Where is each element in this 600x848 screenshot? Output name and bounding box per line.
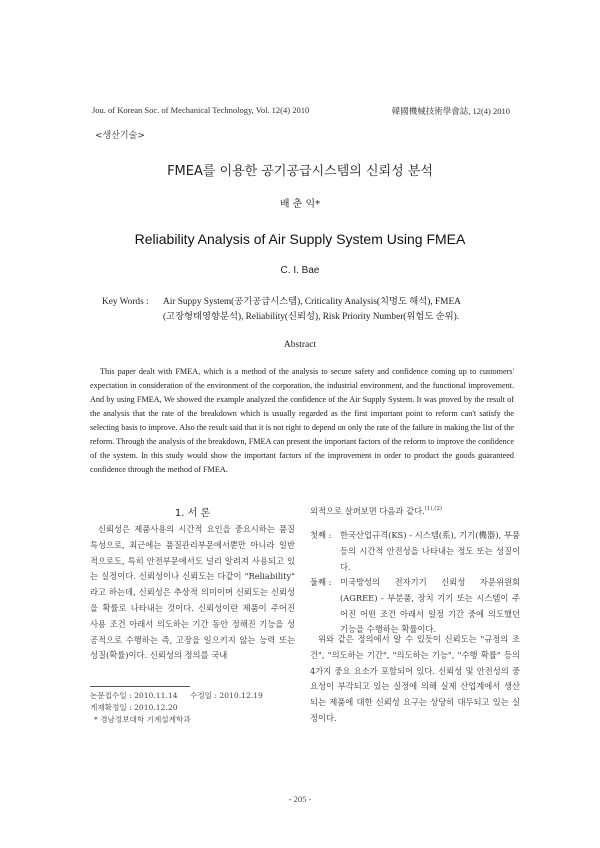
keywords-label: Key Words : xyxy=(102,297,149,307)
korean-title: FMEA를 이용한 공기공급시스템의 신뢰성 분석 xyxy=(167,164,433,179)
received-date: 논문접수일 : 2010.11.14 xyxy=(90,691,178,700)
english-author: C. I. Bae xyxy=(280,265,320,276)
accepted-date: 게재확정일 : 2010.12.20 xyxy=(90,703,178,712)
keywords-line-1: Air Suppy System(공기공급시스템), Criticality Analysis(치명도 해석), FMEA xyxy=(163,297,461,307)
revised-date: 수정일 : 2010.12.19 xyxy=(190,691,263,700)
definition-2-text: 미국방성의 전자기기 신뢰성 자문위원회(AGREE) - 부분품, 장치 기기 또는 시스템이 주어진 어떤 조건 아래서 일정 기간 중에 의도했던 기능을 수행하는 확률이다. xyxy=(340,577,520,635)
definition-1-text: 한국산업규격(KS) - 시스템(系), 기기(機器), 부품 등의 시간적 안전성을 나타내는 정도 또는 성질이다. xyxy=(340,530,520,572)
section-1-heading: 1. 서 론 xyxy=(174,508,211,519)
journal-header-left: Jou. of Korean Soc. of Mechanical Technology, Vol. 12(4) 2010 xyxy=(92,105,310,115)
citation-ref: (1),(2) xyxy=(424,506,443,513)
intro-left-paragraph: 신뢰성은 제품사용의 시간적 요인을 중요시하는 품질특성으로, 최근에는 품질관리부문에서뿐만 아니라 일반적으로도, 특히 안전부문에서도 널리 알려져 사용되고 있는 실정이다. 신뢰성이나 신뢰도는 다같이 "Reliability" 라고 하는데, 신뢰성은 추상적 의미이며 신뢰도는 신뢰성을 확률로 나타내는 것이다. 신뢰성이란 제품이 주어진 사용 조건 아래서 의도하는 기간 동안 정해진 기능을 성공적으로 수행하는 즉, 고장을 일으키지 않는 능력 또는 성질(확률)이다. 신뢰성의 정의를 국내 xyxy=(90,524,295,661)
keywords-line-2: (고장형태영향분석), Reliability(신뢰성), Risk Priority Number(위험도 순위). xyxy=(163,312,460,322)
definition-2-label: 둘째 : xyxy=(310,577,332,587)
korean-author: 배 춘 익* xyxy=(279,199,321,210)
abstract-heading: Abstract xyxy=(283,340,317,350)
abstract-text: This paper dealt with FMEA, which is a method of the analysis to secure safety and confidence coming up to customers' expectation in consideration of the environment of the corporation, the industrial environment, and the functional improvement. And by using FMEA, We showed the example analyzed the confidence of the Air Supply System. It was proved by the result of the analysis that the rate of the breakdown which is usually regarded as the first important point to reform can't satisfy the selecting basis to improve. Also the result said that it is not right to depend on only the rate of the failure in making the list of the reform. Through the analysis of the breakdown, FMEA can present the important factors of the reform to improve the confidence of the system. In this study would show the important factors of the improvement in order to product the goods guaranteed confidence through the method of FMEA. xyxy=(90,367,514,474)
intro-right-lead-text: 외적으로 살펴보면 다음과 같다. xyxy=(310,506,425,516)
journal-header-right: 韓國機械技術學會誌, 12(4) 2010 xyxy=(391,106,510,116)
definition-1-label: 첫째 : xyxy=(310,530,332,540)
page-number: - 205 - xyxy=(288,794,312,804)
author-affiliation: * 경남정보대학 기계설계학과 xyxy=(94,715,191,724)
section-tag: <생산기술> xyxy=(95,131,145,141)
intro-right-paragraph: 위와 같은 정의에서 알 수 있듯이 신뢰도는 "규정의 조건", "의도하는 기간", "의도하는 기능", "수행 확률" 등의 4가지 중요 요소가 포함되어 있다. 신뢰성 및 안전성의 중요성이 부각되고 있는 실정에 의해 실제 산업계에서 생산되는 제품에 대한 신뢰성 요구는 상당히 대두되고 있는 실정이다. xyxy=(310,634,520,723)
english-title: Reliability Analysis of Air Supply System Using FMEA xyxy=(134,231,466,247)
intro-right-lead xyxy=(310,505,520,517)
footnote-divider xyxy=(90,686,190,687)
